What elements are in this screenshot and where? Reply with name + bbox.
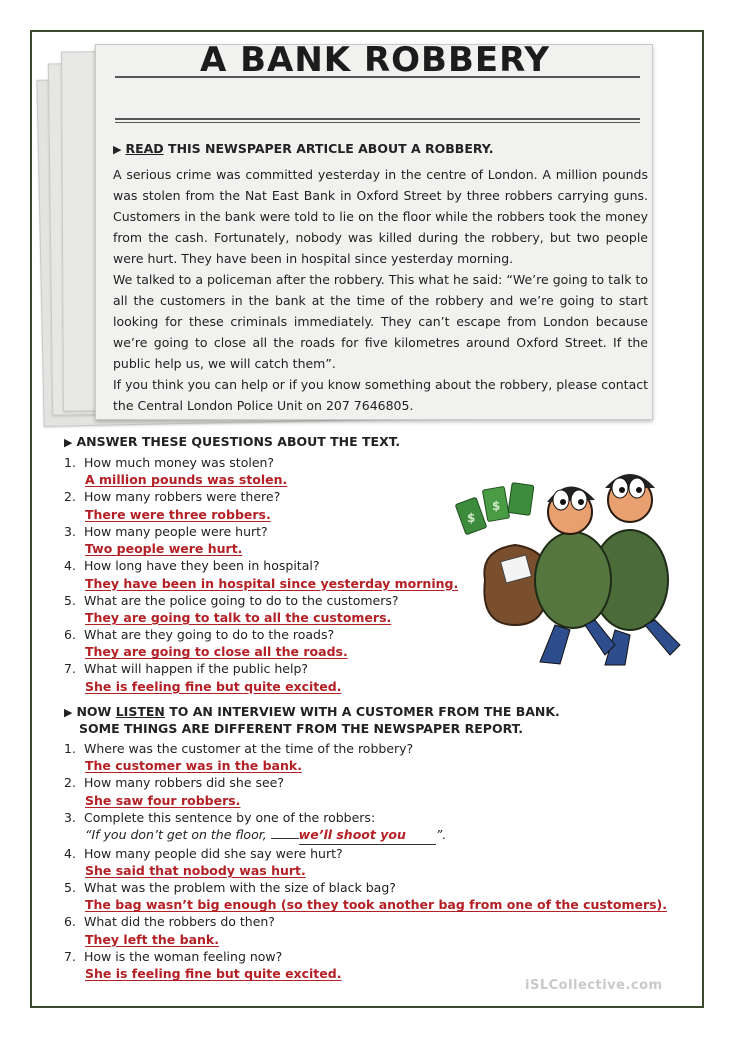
- answer-text: She is feeling fine but quite excited.: [85, 966, 342, 982]
- list-item: [64, 740, 674, 774]
- answer-text: They have been in hospital since yesterday morning.: [85, 575, 459, 591]
- article-paragraph: We talked to a policeman after the robbery. This what he said: “We’re going to talk to all the customers in the bank at the time of the robbery and we’re going to start looking for these criminals immediately. They can’t escape from London because we’re going to close all the roads for five kilometres around Oxford Street. If the public help us, we will catch them”.: [113, 272, 648, 371]
- question-text: What was the problem with the size of black bag?: [84, 880, 396, 896]
- answer-text: There were three robbers.: [85, 506, 271, 522]
- svg-text:$: $: [467, 511, 476, 525]
- article-heading: [113, 138, 648, 160]
- arrow-right-icon: ▶: [64, 706, 73, 719]
- answer-text: She is feeling fine but quite excited.: [85, 678, 342, 694]
- robber-figure: [535, 486, 615, 664]
- answer-text: A million pounds was stolen.: [85, 472, 288, 488]
- question-text: How many robbers did she see?: [84, 775, 285, 791]
- watermark-footer: iSLCollective.com: [525, 978, 663, 993]
- list-item: [64, 879, 674, 913]
- question-text: Complete this sentence by one of the robbers:: [84, 809, 376, 825]
- answer-text: Two people were hurt.: [85, 541, 243, 557]
- page-title: A BANK ROBBERY: [199, 40, 551, 80]
- section-heading-text: ANSWER THESE QUESTIONS ABOUT THE TEXT.: [76, 434, 401, 449]
- question-number: 4.: [64, 845, 76, 861]
- robbers-illustration: [455, 440, 687, 670]
- sentence-start: “If you don’t get on the floor,: [85, 827, 271, 843]
- section-heading-line2: SOME THINGS ARE DIFFERENT FROM THE NEWSPAPER REPORT.: [79, 721, 524, 736]
- question-number: 7.: [64, 661, 76, 677]
- question-text: What did the robbers do then?: [84, 914, 275, 930]
- question-number: 2.: [64, 775, 76, 791]
- list-item: [64, 845, 674, 879]
- article: [113, 138, 648, 416]
- article-paragraph: A serious crime was committed yesterday in the centre of London. A million pounds was stolen from the Nat East Bank in Oxford Street by three robbers carrying guns. Customers in the bank were told to lie on the floor while the robbers took the money from the cash. Fortunately, nobody was killed during the robbery, but two people were hurt. They have been in hospital since yesterday morning.: [113, 167, 648, 266]
- section-heading-post: TO AN INTERVIEW WITH A CUSTOMER FROM THE BANK.: [164, 704, 560, 719]
- question-text: What will happen if the public help?: [84, 661, 309, 677]
- answer-text: She saw four robbers.: [85, 792, 241, 808]
- question-number: 3.: [64, 523, 76, 539]
- question-list: [64, 740, 674, 982]
- question-text: Where was the customer at the time of the robbery?: [84, 741, 414, 756]
- answer-text: The bag wasn’t big enough (so they took another bag from one of the customers).: [85, 897, 668, 913]
- blank-line: [271, 838, 299, 839]
- question-text: How is the woman feeling now?: [84, 948, 283, 964]
- question-number: 1.: [64, 455, 76, 470]
- answer-text: They are going to talk to all the customers.: [85, 610, 392, 626]
- question-number: 2.: [64, 489, 76, 505]
- question-number: 6.: [64, 914, 76, 930]
- svg-text:$: $: [492, 499, 501, 513]
- question-text: How many people did she say were hurt?: [84, 845, 343, 861]
- article-heading-keyword: READ: [125, 141, 164, 156]
- question-number: 1.: [64, 741, 76, 756]
- answer-text: They left the bank.: [85, 931, 219, 947]
- answer-text: She said that nobody was hurt.: [85, 863, 306, 879]
- question-text: How many robbers were there?: [84, 489, 281, 505]
- article-paragraph: If you think you can help or if you know something about the robbery, please contact the Central London Police Unit on 207 7646805.: [113, 377, 648, 413]
- arrow-right-icon: ▶: [64, 436, 73, 449]
- answer-text: They are going to close all the roads.: [85, 644, 348, 660]
- section-heading: [64, 704, 674, 721]
- section-heading-pre: NOW: [76, 704, 116, 719]
- sentence-end: ”.: [435, 827, 447, 843]
- fill-in-sentence: [85, 826, 674, 844]
- question-text: How much money was stolen?: [84, 455, 275, 470]
- title-rule-bottom: [115, 118, 640, 120]
- arrow-right-icon: ▶: [113, 143, 122, 156]
- list-item: [64, 809, 674, 845]
- question-number: 7.: [64, 948, 76, 964]
- list-item: [64, 774, 674, 808]
- list-item: [64, 913, 674, 947]
- question-text: What are they going to do to the roads?: [84, 627, 335, 643]
- listening-section: [64, 704, 674, 982]
- section-heading-keyword: LISTEN: [115, 704, 165, 719]
- title-rule-bottom-thin: [115, 122, 640, 123]
- question-number: 4.: [64, 558, 76, 574]
- question-number: 5.: [64, 880, 76, 896]
- question-number: 3.: [64, 809, 76, 825]
- answer-text: The customer was in the bank.: [85, 758, 302, 774]
- question-text: What are the police going to do to the customers?: [84, 592, 399, 608]
- money-bills-icon: [455, 483, 534, 535]
- question-text: How long have they been in hospital?: [84, 558, 320, 574]
- question-number: 5.: [64, 592, 76, 608]
- question-text: How many people were hurt?: [84, 523, 268, 539]
- sentence-answer: we’ll shoot you: [299, 826, 436, 844]
- article-heading-text: THIS NEWSPAPER ARTICLE ABOUT A ROBBERY.: [163, 141, 494, 156]
- question-number: 6.: [64, 627, 76, 643]
